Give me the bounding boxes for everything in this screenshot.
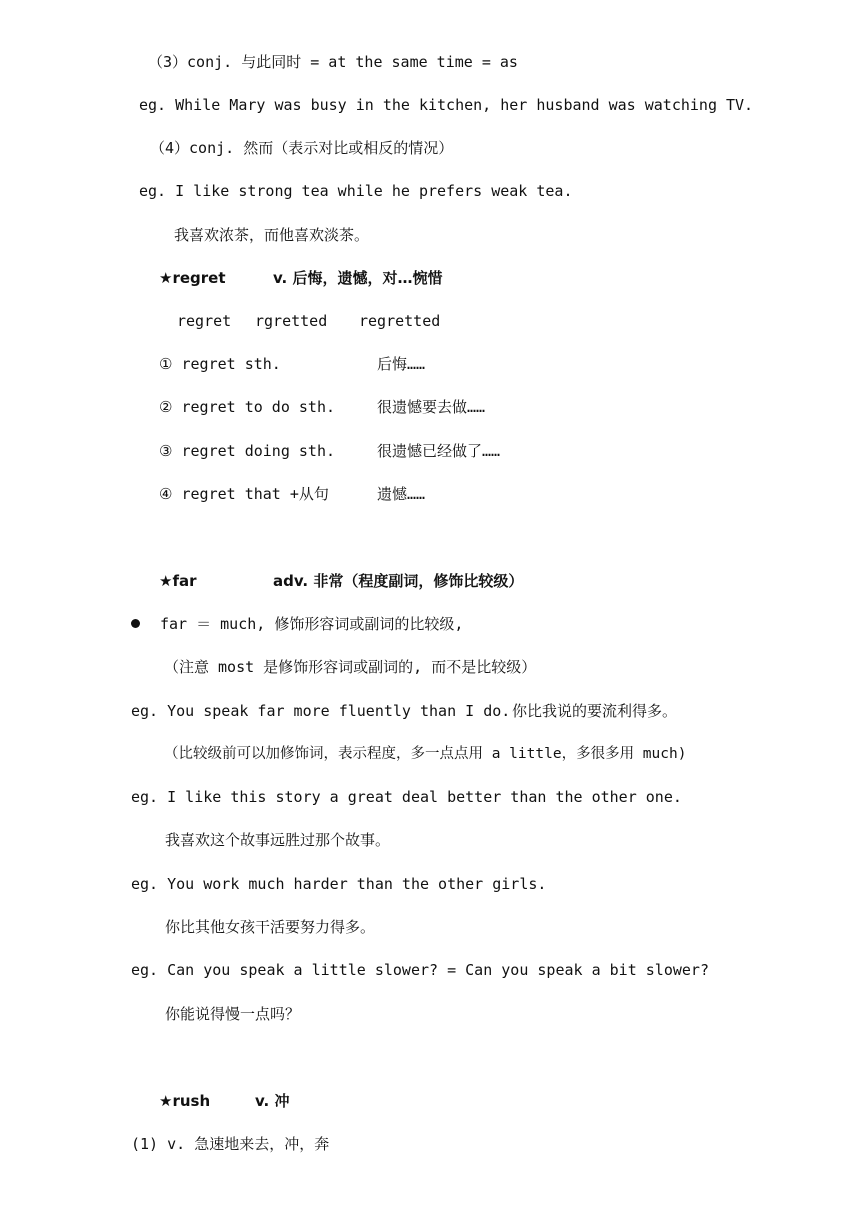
regret-usage-3-phrase: ③ regret doing sth. — [159, 442, 336, 460]
far-example-1: eg. You speak far more fluently than I do. — [131, 702, 511, 720]
far-note-2: （比较级前可以加修饰词，表示程度，多一点点用 a little，多很多用 much) — [164, 746, 687, 762]
far-example-4-translation: 你能说得慢一点吗？ — [165, 1005, 301, 1023]
far-example-1-translation: 你比我说的要流利得多。 — [512, 702, 678, 720]
far-example-2-translation: 我喜欢这个故事远胜过那个故事。 — [165, 831, 391, 849]
while-example-1: eg. While Mary was busy in the kitchen, her husband was watching TV. — [139, 96, 754, 114]
while-example-2-translation: 我喜欢浓茶，而他喜欢淡茶。 — [174, 226, 370, 244]
far-example-3-translation: 你比其他女孩干活要努力得多。 — [165, 918, 376, 936]
regret-usage-4-phrase: ④ regret that +从句 — [159, 485, 329, 503]
regret-usage-3-gloss: 很遗憾已经做了…… — [377, 442, 501, 460]
far-headword: ★far — [159, 572, 197, 590]
while-sense-3: （3）conj. 与此同时 = at the same time = as — [148, 53, 518, 71]
far-meaning: adv. 非常（程度副词，修饰比较级） — [273, 572, 524, 590]
rush-meaning: v. 冲 — [255, 1092, 290, 1110]
far-example-3: eg. You work much harder than the other girls. — [131, 875, 547, 893]
rush-headword: ★rush — [159, 1092, 211, 1110]
regret-headword: ★regret — [159, 269, 226, 287]
regret-usage-4-gloss: 遗憾…… — [377, 485, 426, 503]
regret-form-past: rgretted — [255, 312, 328, 330]
regret-meaning: v. 后悔，遗憾，对…惋惜 — [273, 269, 443, 287]
regret-usage-2-phrase: ② regret to do sth. — [159, 398, 336, 416]
regret-usage-2-gloss: 很遗憾要去做…… — [377, 398, 486, 416]
far-bullet-text: far ＝ much, 修饰形容词或副词的比较级, — [160, 615, 464, 633]
bullet-dot — [131, 619, 140, 628]
far-example-2: eg. I like this story a great deal better than the other one. — [131, 788, 682, 806]
regret-form-participle: regretted — [359, 312, 441, 330]
far-note-1: （注意 most 是修饰形容词或副词的, 而不是比较级） — [164, 658, 537, 676]
while-sense-4: （4）conj. 然而（表示对比或相反的情况） — [150, 139, 454, 157]
far-example-4: eg. Can you speak a little slower? = Can you speak a bit slower? — [131, 961, 709, 979]
regret-form-base: regret — [177, 312, 232, 330]
regret-usage-1-phrase: ① regret sth. — [159, 355, 281, 373]
while-example-2: eg. I like strong tea while he prefers weak tea. — [139, 182, 573, 200]
regret-usage-1-gloss: 后悔…… — [377, 355, 426, 373]
rush-sense-1: (1) v. 急速地来去，冲，奔 — [131, 1135, 330, 1153]
